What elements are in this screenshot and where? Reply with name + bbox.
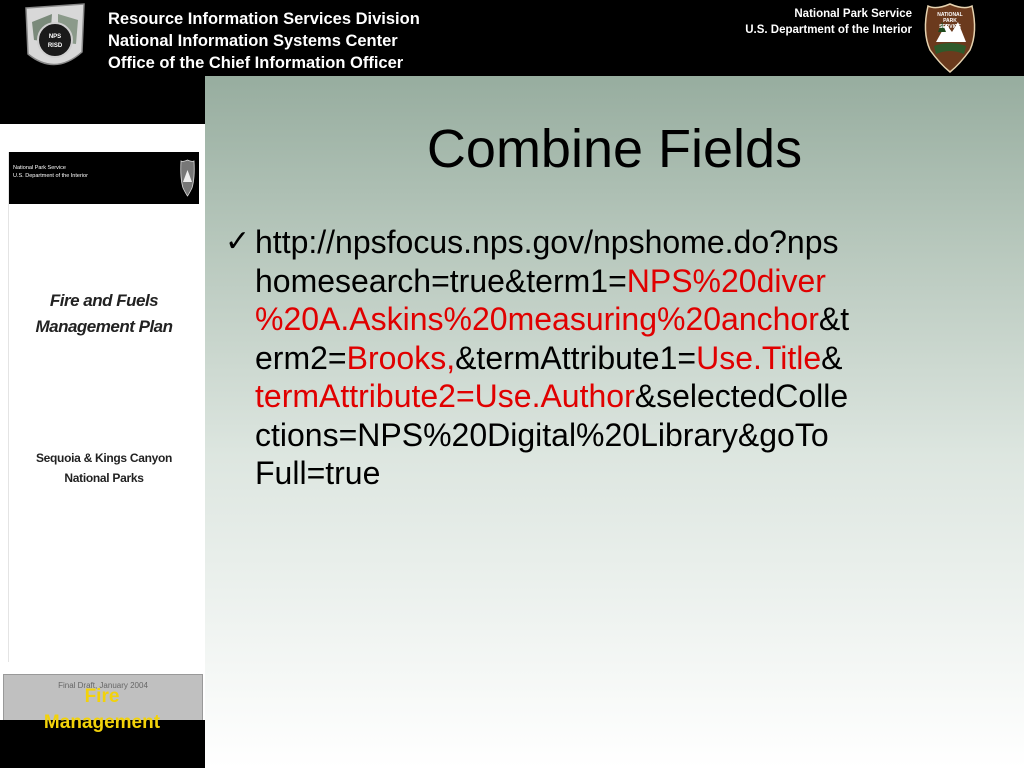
cover-subtitle-line-2: National Parks <box>64 471 144 485</box>
url-segment: http://npsfocus.nps.gov/npshome.do?nps <box>255 224 839 260</box>
checkmark-icon: ✓ <box>225 225 251 258</box>
cover-title-line-1: Fire and Fuels <box>49 291 159 310</box>
svg-text:PARK: PARK <box>943 18 957 24</box>
url-segment: homesearch=true&term1= <box>255 262 627 299</box>
bullet-line <box>255 454 815 493</box>
highlighted-url-segment: Brooks, <box>346 339 456 376</box>
cover-header-text <box>13 164 88 180</box>
bullet-line <box>255 223 839 262</box>
highlighted-url-segment: %20A.Askins%20measuring%20anchor <box>255 301 819 337</box>
header-division-text <box>108 8 420 74</box>
sidebar-top-strip <box>0 76 205 124</box>
highlighted-url-segment: NPS%20diver <box>626 262 826 299</box>
bullet-line <box>255 377 849 416</box>
url-segment: & <box>821 339 843 376</box>
cover-title <box>9 288 199 340</box>
header-line-doi: U.S. Department of the Interior <box>745 24 912 36</box>
header-agency-text <box>745 6 912 38</box>
fire-management-label <box>3 684 201 736</box>
cover-header-line-nps: National Park Service <box>13 165 66 171</box>
bullet-line <box>255 300 850 339</box>
header-bar <box>0 0 1024 76</box>
bullet-line <box>255 416 829 455</box>
url-segment: erm2= <box>255 339 347 376</box>
cover-header-line-doi: U.S. Department of the Interior <box>13 173 88 179</box>
fire-label-line-1: Fire <box>84 686 120 707</box>
svg-text:SERVICE: SERVICE <box>939 24 961 30</box>
header-line-division: Resource Information Services Division <box>108 10 420 28</box>
cover-header-bar <box>9 152 199 204</box>
bullet-line <box>255 339 843 378</box>
url-segment: &selectedColle <box>634 378 849 414</box>
url-segment: ctions=NPS%20Digital%20Library&goTo <box>255 416 829 453</box>
fire-label-line-2: Management <box>43 712 161 733</box>
url-segment: Full=true <box>255 455 381 491</box>
url-segment: &termAttribute1= <box>455 339 697 376</box>
sidebar-thumbnail-column <box>0 76 205 768</box>
svg-text:RISD: RISD <box>47 43 63 49</box>
nps-arrowhead-logo-icon <box>920 2 980 74</box>
cover-title-line-2: Management Plan <box>35 317 173 336</box>
highlighted-url-segment: Use.Title <box>696 339 822 376</box>
header-line-center: National Information Systems Center <box>108 32 398 50</box>
url-segment: &t <box>818 301 850 337</box>
slide-content-area <box>205 76 1024 768</box>
svg-text:NATIONAL: NATIONAL <box>937 12 963 18</box>
nps-risd-logo-icon <box>22 2 88 74</box>
highlighted-url-segment: termAttribute2=Use.Author <box>255 378 635 414</box>
document-cover-image <box>8 152 199 662</box>
slide-title: Combine Fields <box>426 119 803 179</box>
header-line-nps: National Park Service <box>794 8 912 20</box>
cover-nps-logo-icon <box>179 156 196 200</box>
svg-text:NPS: NPS <box>48 34 62 40</box>
cover-subtitle <box>9 448 199 488</box>
cover-date-text: Final Draft, January 2004 <box>58 681 148 690</box>
bullet-url-text <box>255 223 850 493</box>
bullet-line <box>255 262 826 301</box>
cover-subtitle-line-1: Sequoia & Kings Canyon <box>35 451 173 465</box>
header-line-office: Office of the Chief Information Officer <box>108 54 404 72</box>
